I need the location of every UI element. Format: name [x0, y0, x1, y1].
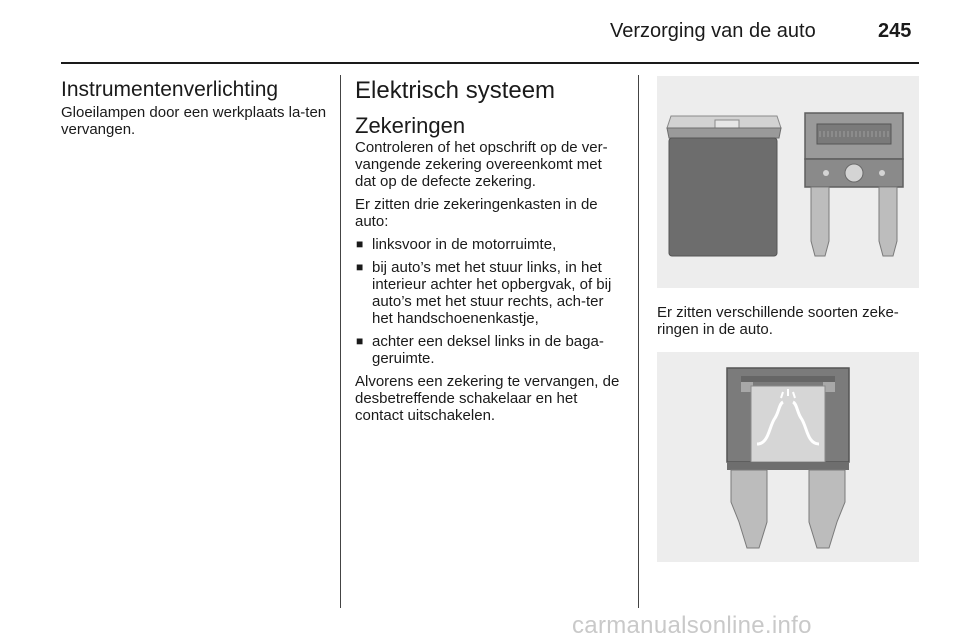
paragraph-zekeringenkasten: Er zitten drie zekeringenkasten in de auto:: [355, 196, 598, 230]
subheading-zekeringen: Zekeringen: [355, 113, 466, 138]
header-rule: [61, 62, 919, 64]
column-divider-1: [340, 75, 341, 608]
column-divider-2: [638, 75, 639, 608]
fuse-box-location-list: [355, 236, 623, 367]
column-1: [61, 76, 331, 144]
page-number: 245: [878, 20, 912, 42]
list-item: ■ achter een deksel links in de baga-geruimte.: [355, 333, 623, 367]
watermark: carmanualsonline.info: [572, 612, 812, 639]
list-item: ■ linksvoor in de motorruimte,: [355, 236, 623, 253]
paragraph-uitschakelen: Alvorens een zekering te vervangen, de desbetreffende schakelaar en het contact uitschakelen.: [355, 373, 620, 424]
fuse-types-drawing: [657, 76, 919, 288]
paragraph-opschrift: Controleren of het opschrift op de ver-vangende zekering overeenkomt met dat op de defecte zekering.: [355, 139, 608, 190]
list-item: ■ bij auto’s met het stuur links, in het interieur achter het opbergvak, of bij auto’s met het stuur rechts, ach-ter het handschoenenkastje,: [355, 259, 623, 327]
column-3: [657, 76, 919, 562]
mini-fuse-drawing: [657, 352, 919, 562]
section-heading-elektrisch-systeem: Elektrisch systeem: [355, 77, 556, 104]
paragraph-instrumentenverlichting: Gloeilampen door een werkplaats la-ten vervangen.: [61, 104, 327, 138]
fuse-types-illustration: [657, 76, 919, 288]
mini-fuse-illustration: [657, 352, 919, 562]
section-heading-instrumentenverlichting: Instrumentenverlichting: [61, 78, 279, 101]
column-2: [355, 76, 623, 430]
illustration-caption: Er zitten verschillende soorten zeke-ringen in de auto.: [657, 304, 899, 338]
page-header-title: Verzorging van de auto: [610, 20, 816, 42]
